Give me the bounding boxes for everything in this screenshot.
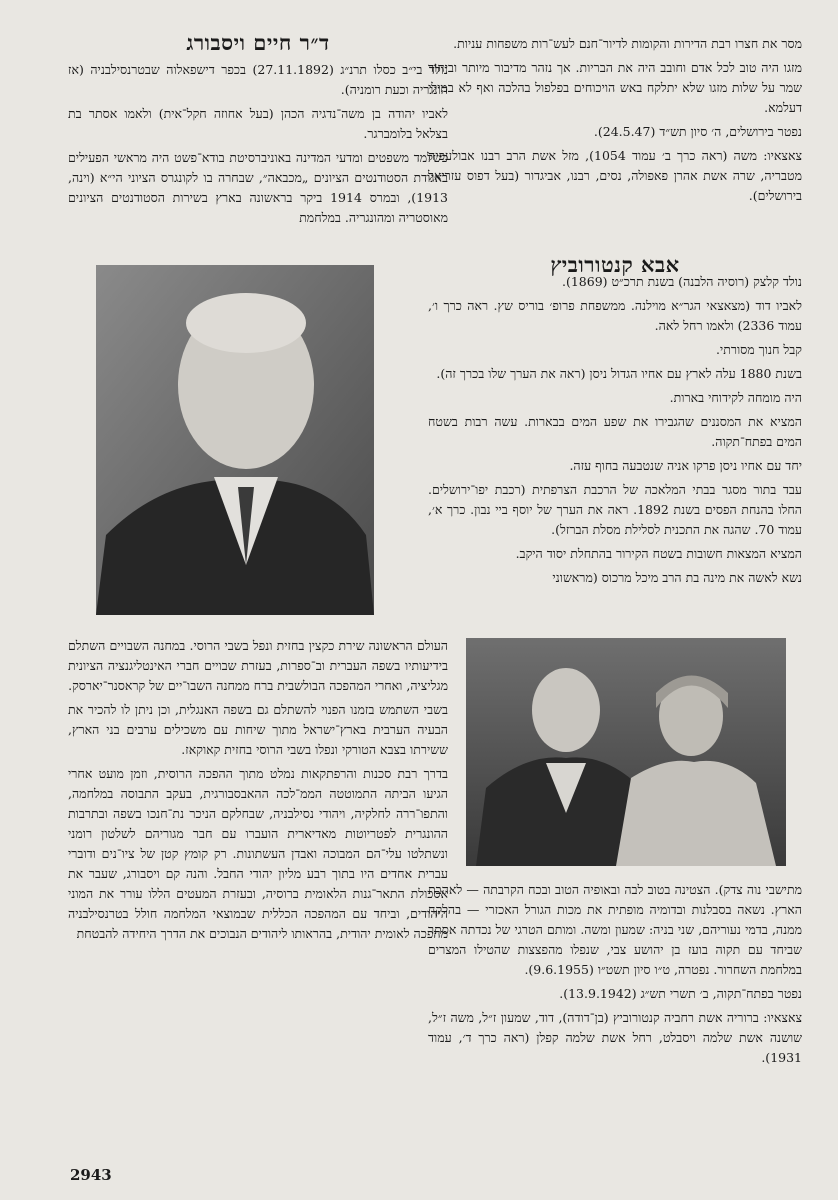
paragraph: לאביו יהודה בן משה־נדגיה הכהן (בעל אחוזה חקל־אית) ולאמו אסתר בת בצלאל בלומברגר. — [68, 106, 448, 141]
paragraph: נולד קלצק (רוסיה הלבנה) בשנת תרכ״ט (1869). — [561, 274, 802, 289]
paragraph: נפטר בפתח־תקוה, ב׳ תשרי תש״ג (13.9.1942). — [559, 986, 802, 1001]
paragraph: צאצאיו: משה (ראה כרך ב׳ עמוד 1054), מזל אשת הרב רבנו אבולעפיה מטבריה, שרה אשת אהרן פאפולה, נסים, רבנו, אביגדור (בעל דפוס עזריאל בירושלים). — [428, 148, 802, 203]
paragraph: נשא לאשה את מינה בת הרב מיכל מרכוס (מראשוני — [552, 570, 802, 585]
paragraph: העולם הראשונה שירת כקצין בחזית ונפל בשבי הרוסי. במחנה השבויים השתלם בידיעותיו בשפה העברית וב־ספרות, בעזרת שבויים חברי האינטליגנציה הציונית מגליציה, ואחרי המהפכה הבולשבית ברח ממחנה השבו־יים של קראסנר־יארסק. — [68, 638, 448, 693]
paragraph: יחד עם אחיו ניסן פרקו אניה שנטבעה בחוף עזה. — [569, 458, 802, 473]
paragraph: המציא המצאות חשובות בשטח הקירור בהתחלת יסוד היקב. — [515, 546, 802, 561]
paragraph: כשלמד משפטים ומדעי המדינה באוניברסיטת בודא־פשט היה מראשי הפעילים באגודת הסטודנטים הציונים „מכבאה״, שבחרה בו לקונגרס הציוני הי״א (וינה, 1913), ובמרס 1914 ביקר בראשונה בארץ בשירות הסטודנטים הציונים מאוסטריה ומהונגריה. במלחמת — [68, 150, 448, 225]
left-column-top — [68, 60, 448, 232]
paragraph: נולד בי״ב כסלו תרנ״ג (27.11.1892) בכפר דישפאלוה שבטרנסילבניה (אז הונגריה וכעת רומניה). — [68, 62, 448, 97]
paragraph: המציא את המסננים שהגבירו את שפע המים בבארות. עשה רבות בשטח המים בפתח־תקוה. — [428, 414, 802, 449]
page-number: 2943 — [70, 1166, 112, 1184]
right-column-middle — [428, 272, 802, 592]
paragraph: בשנת 1880 עלה לארץ עם אחיו הגדול ניסן (ראה את הערך שלו בכרך זה). — [436, 366, 802, 381]
paragraph: נפטר בירושלים, ה׳ סיון תש״ד (24.5.47). — [593, 124, 802, 139]
paragraph: בדרך רבת סכנות והרפתקאות נמלט מתוך ההפכה הרוסית, וזמן מועט אחרי הגיעו הביתה התמוטטה הממ־לכה ההאבסבורגית, בעקב התבוסה במלחמה, והתפו־ררה לחלקיה, ויהודי נסילבניה, שבחלקם הניכר נת־חנכו בשפה ובתרבות ההונגרית לפטריוטות מאדיארית הועברו עם חבר מגוריהם לשלטון רומני ונשתלטו עלי־הם המבוכה ואבדן העשתונות. רק קומץ קטן של ציו־נים ודוברי עברית אחדים היו בתוך רבע מליון יהודי החבל. והנה קם ויסבורג, שעבר את אסכולת התאר־גנות הלאומית ברוסיה, ובעזרת המעטים הללו עורר את המוני היהודים, וביחד עם המהפכה הכללית שבמוצאי המלחמה חולל בטרנסילבניה מהפכה לאומית יהודית, בהראותו ליהודים הנבוכים את הדרך היחידה להבטחת — [68, 766, 448, 941]
right-column-top — [428, 34, 802, 210]
paragraph: מסר את חצרו רבת הדירות והקומות לדיור־חנם לעש־רות משפחות עניות. — [453, 36, 802, 51]
paragraph: בשבי השתמש בזמנו הפנוי להשתלם גם בשפה האנגלית, וכן ניתן לו להכיר את הבעיה הערבית בארץ־ישראל מתוך שיחות עם משכילים ערבים בני הארץ, ששירתו בצבא הטורקי ונפלו בשבי הרוסי בחזית קאוקאז. — [68, 702, 448, 757]
paragraph: קבל חנוך מסורתי. — [715, 342, 802, 357]
couple-photo — [466, 638, 786, 866]
paragraph: עבד בתור מסגר בבתי המלאכה של הרכבת הצרפתית (רכבת יפו־ירושלים. החלו בהנחת הפסים בשנת 1892. ראה את הערך של יוסף ביי נבון. כרך א׳, עמוד 70. שהגה את התכנית לסלילת מסלת הברזל). — [428, 482, 802, 537]
paragraph: מזגו היה טוב לכל אדם וחובב היה את הבריות. אך נזהר מדיבור מיותר וביחוד שמר על שלות מזגו שלא יתלקח באש הויכוחים בפלפול בהלכה ואף לא במילי דעלמא. — [428, 60, 802, 115]
paragraph: היה מומחה לקידוחי בארות. — [669, 390, 802, 405]
paragraph: צאצאיו: ברוריה אשת רחביה קנטורוביץ (בן־דודה), דוד, שמעון ז״ל, משה ז״ל, שושנה אשת שלמה ויסבלט, רחל אשת שלמה קפלן (ראה כרך ד׳, עמוד 1931). — [428, 1010, 802, 1065]
entry-heading-weisburg: ד״ר חיים ויסבורג — [186, 30, 330, 55]
paragraph: לאביו דוד (מצאצאי הגר״א מוילנה. ממשפחת פרופ׳ בוריס שץ. ראה כרך ו׳, עמוד 2336) ולאמו רחל לאה. — [428, 298, 802, 333]
left-column-bottom — [68, 636, 448, 948]
portrait-photo — [96, 265, 374, 615]
entry-heading-kantorovich: אבא קנטורוביץ — [550, 252, 680, 277]
paragraph: מתישבי נוה צדק). הצטינה בטוב לבה ובאופיה הטוב ובכח הקרבתה — לאהבת הארץ. נשאה בסבלנות ובדומיה מופתית את מכות הגורל האכזרי — בהלקח ממנה, בדמי נעוריהם, שני בניה: שמעון ומשה. ומותם הטרגי של נכדתה אסתר שביחד עם תקוה בועז בן יהושע צבי, שנפלו מהפצצות שהטילו המצרים במלחמת השחרור. נפטרה, ט״ו סיון תשט״ו (9.6.1955). — [428, 882, 802, 977]
right-column-bottom — [428, 880, 802, 1072]
